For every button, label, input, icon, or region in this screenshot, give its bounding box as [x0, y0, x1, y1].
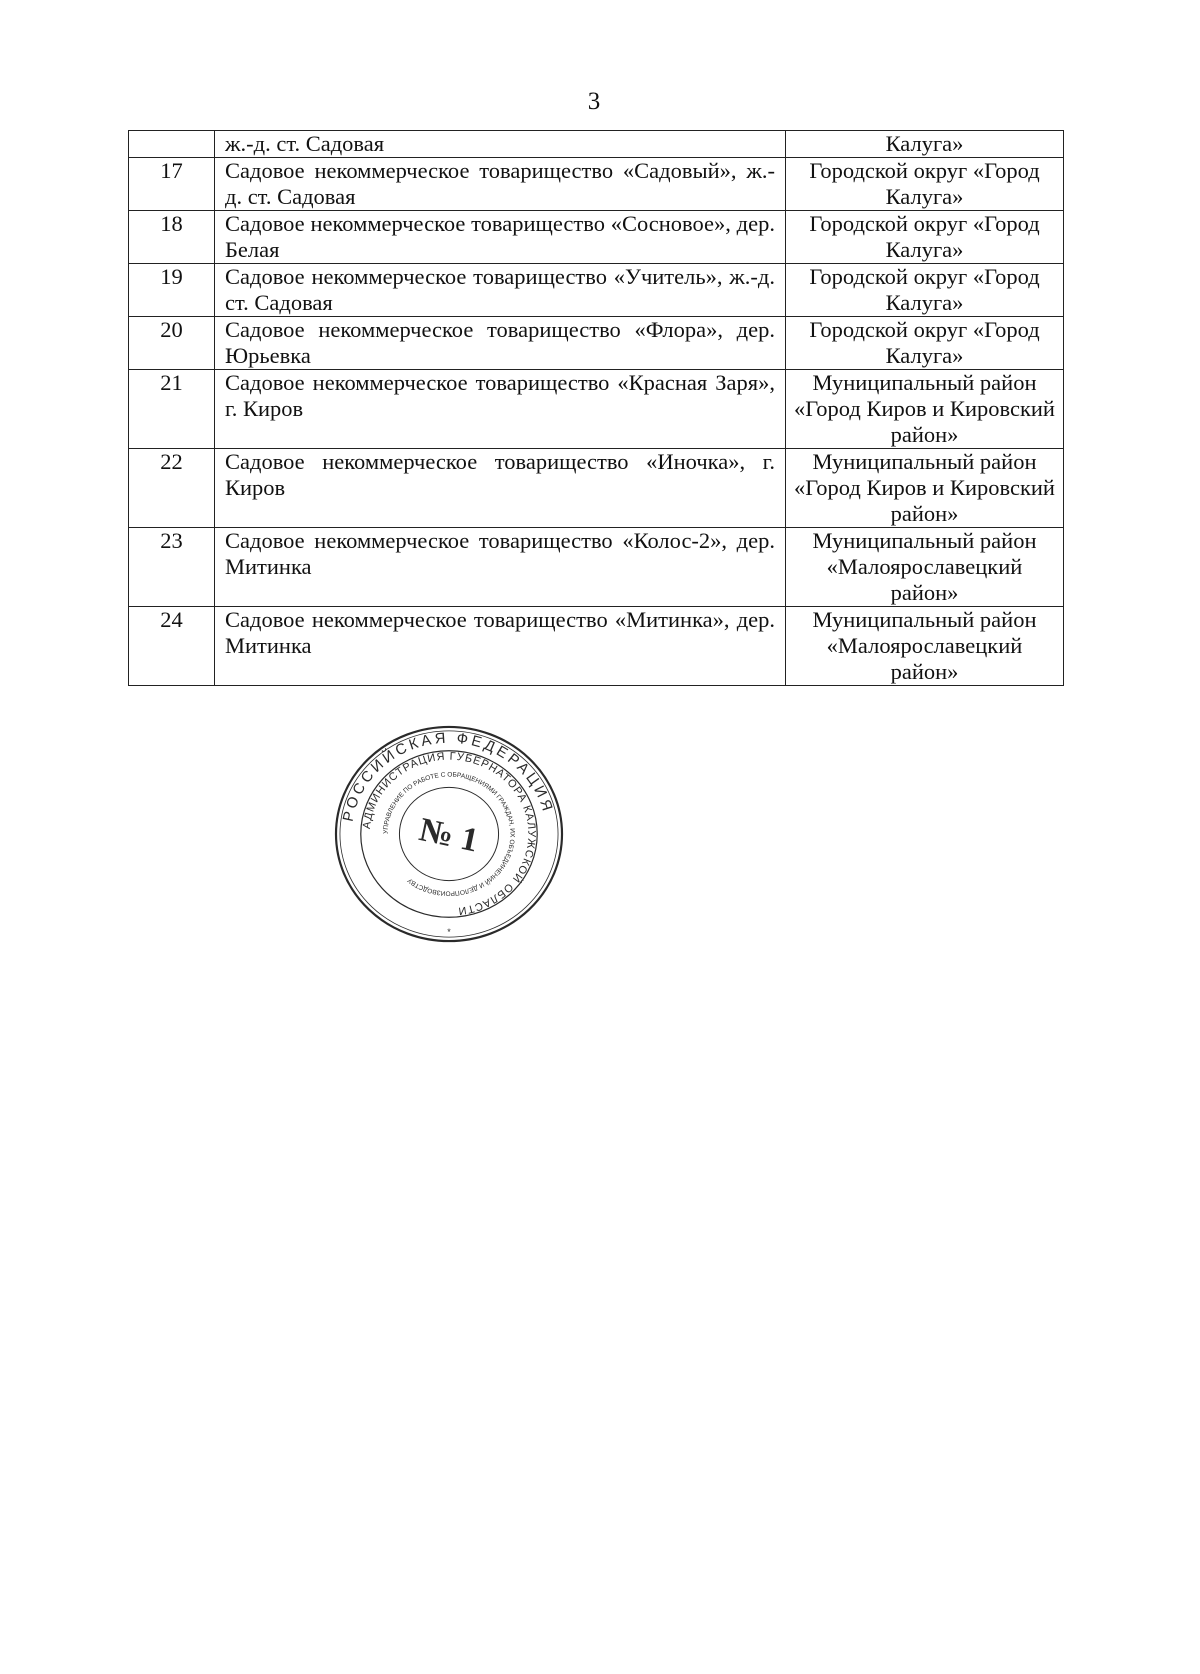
table-row	[129, 317, 1064, 370]
row-district: Городской округ «Город Калуга»	[786, 211, 1064, 264]
row-partnership-name: Садовое некоммерческое товарищество «Митинка», дер. Митинка	[215, 607, 786, 686]
table-row	[129, 264, 1064, 317]
seal-center-number: № 1	[415, 811, 482, 860]
row-partnership-name: Садовое некоммерческое товарищество «Учитель», ж.-д. ст. Садовая	[215, 264, 786, 317]
row-partnership-name: Садовое некоммерческое товарищество «Сосновое», дер. Белая	[215, 211, 786, 264]
seal-outer-text: РОССИЙСКАЯ ФЕДЕРАЦИЯ	[340, 730, 556, 824]
row-number: 24	[129, 607, 215, 686]
seal-graphic	[330, 720, 568, 948]
row-district: Муниципальный район «Малоярославецкий район»	[786, 528, 1064, 607]
row-district: Городской округ «Город Калуга»	[786, 264, 1064, 317]
table-row	[129, 211, 1064, 264]
settlements-table	[128, 130, 1064, 686]
row-partnership-name: Садовое некоммерческое товарищество «Садовый», ж.-д. ст. Садовая	[215, 158, 786, 211]
row-number: 18	[129, 211, 215, 264]
row-partnership-name: ж.-д. ст. Садовая	[215, 131, 786, 158]
seal-star-icon: *	[447, 927, 451, 938]
row-district: Муниципальный район «Город Киров и Кировский район»	[786, 449, 1064, 528]
page-number: 3	[587, 88, 601, 115]
table-row	[129, 131, 1064, 158]
official-seal	[330, 720, 568, 948]
row-partnership-name: Садовое некоммерческое товарищество «Иночка», г. Киров	[215, 449, 786, 528]
row-number: 19	[129, 264, 215, 317]
row-district: Городской округ «Город Калуга»	[786, 317, 1064, 370]
row-number: 17	[129, 158, 215, 211]
seal-lettering	[341, 731, 556, 938]
row-partnership-name: Садовое некоммерческое товарищество «Флора», дер. Юрьевка	[215, 317, 786, 370]
seal-inner-text: УПРАВЛЕНИЕ ПО РАБОТЕ С ОБРАЩЕНИЯМИ ГРАЖДАН, ИХ ОБЪЕДИНЕНИЙ И ДЕЛОПРОИЗВОДСТВУ	[382, 771, 516, 897]
row-number: 22	[129, 449, 215, 528]
row-district: Калуга»	[786, 131, 1064, 158]
table-row	[129, 607, 1064, 686]
row-partnership-name: Садовое некоммерческое товарищество «Колос-2», дер. Митинка	[215, 528, 786, 607]
table-row	[129, 158, 1064, 211]
row-partnership-name: Садовое некоммерческое товарищество «Красная Заря», г. Киров	[215, 370, 786, 449]
row-number	[129, 131, 215, 158]
row-district: Муниципальный район «Малоярославецкий район»	[786, 607, 1064, 686]
table-row	[129, 528, 1064, 607]
row-number: 21	[129, 370, 215, 449]
row-district: Муниципальный район «Город Киров и Кировский район»	[786, 370, 1064, 449]
row-number: 23	[129, 528, 215, 607]
row-district: Городской округ «Город Калуга»	[786, 158, 1064, 211]
row-number: 20	[129, 317, 215, 370]
table-row	[129, 449, 1064, 528]
seal-middle-text: АДМИНИСТРАЦИЯ ГУБЕРНАТОРА КАЛУЖСКОЙ ОБЛАСТИ	[360, 750, 538, 917]
table-row	[129, 370, 1064, 449]
